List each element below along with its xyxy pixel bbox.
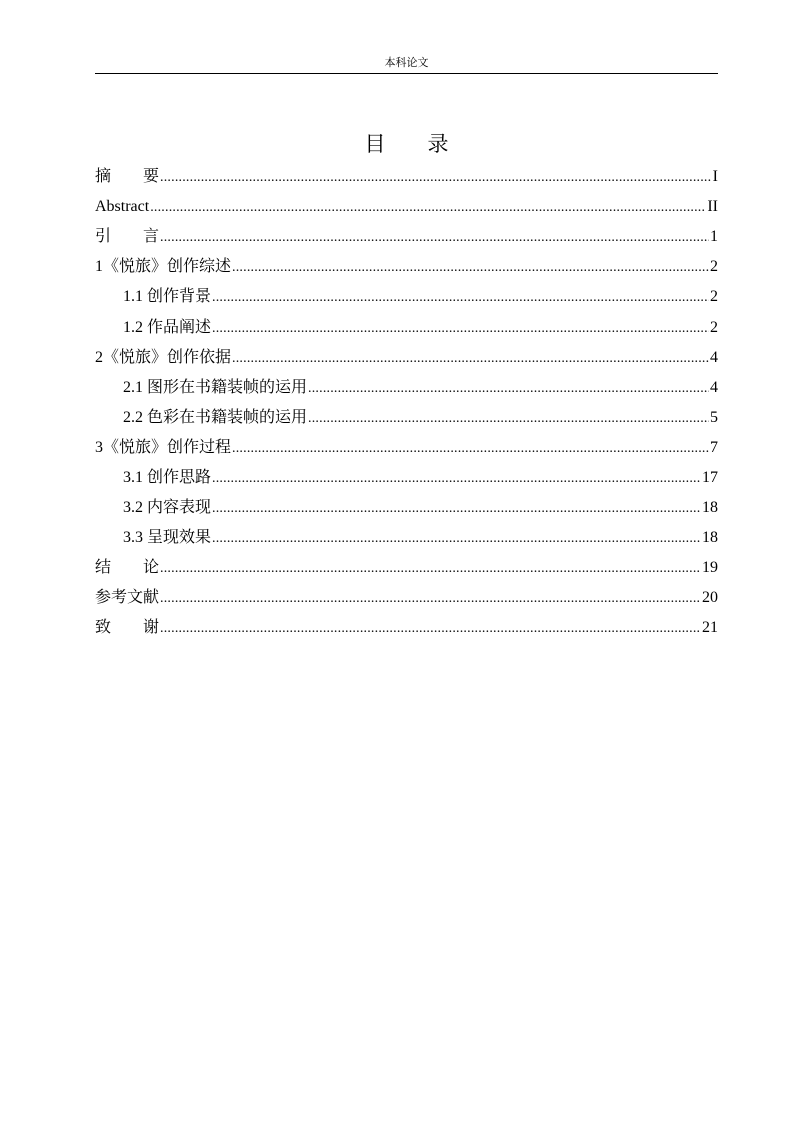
toc-title-part1: 目 <box>364 132 386 156</box>
toc-entry-label: 2.2 色彩在书籍装帧的运用 <box>123 408 308 426</box>
toc-dot-leader <box>212 498 701 518</box>
toc-entry-label: 3.2 内容表现 <box>123 499 212 517</box>
toc-entry-introduction[interactable] <box>95 222 718 252</box>
toc-entry-label: 1.2 作品阐述 <box>123 318 212 336</box>
toc-title-part2: 录 <box>427 132 449 156</box>
toc-entry-page: 4 <box>710 348 718 366</box>
toc-dot-leader <box>160 588 701 608</box>
toc-dot-leader <box>212 468 701 488</box>
toc-dot-leader <box>212 287 709 307</box>
toc-dot-leader <box>232 438 709 458</box>
toc-entry-page: 17 <box>702 468 718 486</box>
toc-entry-page: 2 <box>710 288 718 306</box>
toc-entry-section-3-3[interactable] <box>95 523 718 553</box>
toc-entry-page: 1 <box>710 228 718 246</box>
toc-dot-leader <box>160 618 701 638</box>
toc-entry-section-1-1[interactable] <box>95 282 718 312</box>
toc-entry-label: 2《悦旅》创作依据 <box>95 348 232 366</box>
toc-entry-page: 18 <box>702 499 718 517</box>
toc-dot-leader <box>232 257 709 277</box>
toc-dot-leader <box>308 378 709 398</box>
toc-entry-acknowledgements[interactable] <box>95 613 718 643</box>
toc-entry-label: 参考文献 <box>95 589 160 607</box>
toc-entry-chapter-1[interactable] <box>95 252 718 282</box>
toc-entry-section-2-2[interactable] <box>95 403 718 433</box>
toc-entry-label: 摘 要 <box>95 168 160 186</box>
toc-entry-page: 4 <box>710 378 718 396</box>
toc-entry-page: I <box>712 168 718 186</box>
running-header: 本科论文 <box>95 56 718 74</box>
toc-entry-page: 5 <box>710 408 718 426</box>
toc-entry-chapter-3[interactable] <box>95 433 718 463</box>
toc-entry-label: 结 论 <box>95 559 160 577</box>
toc-entry-abstract-cn[interactable] <box>95 162 718 192</box>
toc-entry-section-2-1[interactable] <box>95 373 718 403</box>
toc-entry-label: 3《悦旅》创作过程 <box>95 438 232 456</box>
toc-entry-label: Abstract <box>95 198 150 216</box>
toc-dot-leader <box>212 318 709 338</box>
toc-entry-page: II <box>707 198 718 216</box>
toc-dot-leader <box>212 528 701 548</box>
toc-entry-label: 1《悦旅》创作综述 <box>95 258 232 276</box>
toc-entry-page: 2 <box>710 258 718 276</box>
toc-dot-leader <box>160 167 712 187</box>
toc-dot-leader <box>308 408 709 428</box>
toc-title <box>95 130 718 158</box>
toc-entry-page: 7 <box>710 438 718 456</box>
toc-entry-page: 18 <box>702 529 718 547</box>
toc-dot-leader <box>232 348 709 368</box>
toc-entry-section-1-2[interactable] <box>95 312 718 342</box>
toc-entry-conclusion[interactable] <box>95 553 718 583</box>
toc-entry-label: 2.1 图形在书籍装帧的运用 <box>123 378 308 396</box>
toc-entry-label: 3.1 创作思路 <box>123 468 212 486</box>
toc-entry-label: 1.1 创作背景 <box>123 288 212 306</box>
toc-entry-label: 3.3 呈现效果 <box>123 529 212 547</box>
toc-entry-section-3-2[interactable] <box>95 493 718 523</box>
toc-entry-chapter-2[interactable] <box>95 343 718 373</box>
toc-entry-section-3-1[interactable] <box>95 463 718 493</box>
toc-entry-page: 19 <box>702 559 718 577</box>
toc-dot-leader <box>160 558 701 578</box>
toc-entry-label: 致 谢 <box>95 619 160 637</box>
toc-entry-abstract-en[interactable] <box>95 192 718 222</box>
toc-entry-label: 引 言 <box>95 228 160 246</box>
toc-entry-references[interactable] <box>95 583 718 613</box>
toc-dot-leader <box>160 227 709 247</box>
toc-entry-page: 21 <box>702 619 718 637</box>
toc-entry-page: 20 <box>702 589 718 607</box>
toc-dot-leader <box>150 197 706 217</box>
toc-entry-page: 2 <box>710 318 718 336</box>
toc-list <box>95 162 718 644</box>
